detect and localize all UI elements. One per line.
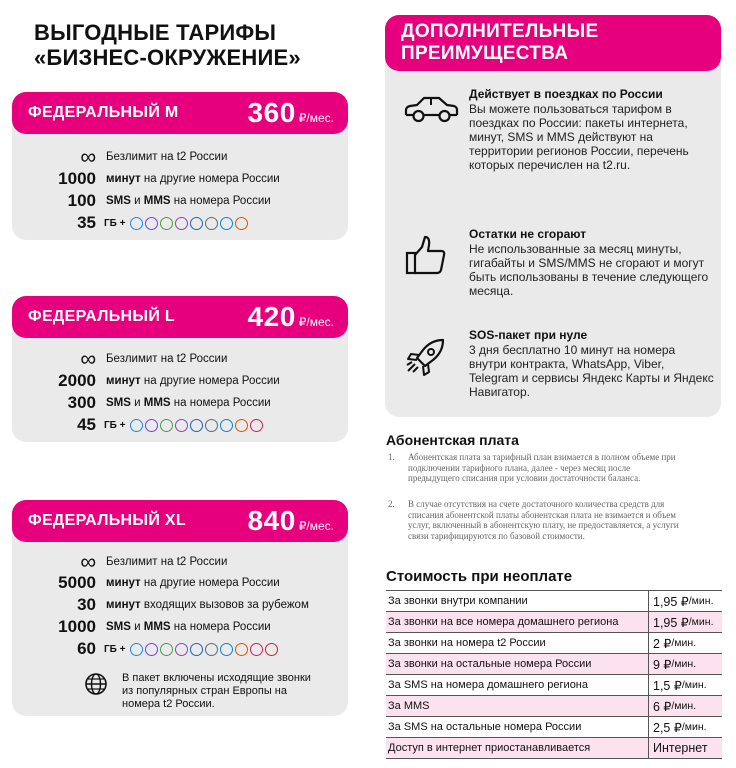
app-icon: [205, 643, 218, 656]
advantage-title: Действует в поездках по России: [469, 87, 663, 101]
tariff-name: ФЕДЕРАЛЬНЫЙ M: [28, 104, 179, 121]
table-row: [386, 675, 722, 696]
app-icon: [175, 643, 188, 656]
table-row: [386, 696, 722, 717]
infinity-icon: ∞: [80, 549, 96, 574]
unlimited-text: Безлимит на t2 России: [106, 353, 228, 365]
minutes-desc: на другие номера России: [140, 375, 280, 387]
minutes-desc: на другие номера России: [140, 173, 280, 185]
table-row: [386, 591, 722, 612]
cost-value: [648, 633, 722, 653]
sms-label: SMS: [106, 195, 131, 207]
app-icon: [205, 217, 218, 230]
page-title: [34, 20, 301, 70]
app-icon: [235, 419, 248, 432]
app-icon: [130, 643, 143, 656]
cost-label: За SMS на номера домашнего региона: [388, 679, 589, 691]
cost-unit: /мин.: [688, 595, 714, 607]
gb-row: [12, 414, 348, 436]
app-icon: [250, 643, 263, 656]
tariff-price: [248, 97, 334, 129]
cost-value: [648, 675, 722, 695]
app-icons: [104, 217, 248, 230]
cost-value: [648, 654, 722, 674]
cost-value: [648, 738, 722, 758]
price-value: 840: [247, 505, 296, 536]
cost-table: [386, 590, 722, 759]
gb-row: [12, 638, 348, 660]
app-icons: [104, 643, 278, 656]
sms-row: [12, 190, 348, 212]
fee-item-number: 1.: [388, 452, 395, 462]
roaming-desc: входящих вызовов за рубежом: [140, 599, 309, 611]
table-row: [386, 612, 722, 633]
app-icon: [220, 217, 233, 230]
sms-and: и: [130, 621, 144, 633]
europe-text: В пакет включены исходящие звонки из популярных стран Европы на номера t2 России.: [122, 672, 311, 710]
cost-value: [648, 612, 722, 632]
sms-label: SMS: [106, 621, 131, 633]
europe-note: [84, 672, 312, 711]
advantage-title: Остатки не сгорают: [469, 227, 587, 241]
mms-label: MMS: [143, 397, 171, 409]
advantage-desc: Не использованные за месяц минуты, гигабайты и SMS/MMS не сгорают и могут быть использованы в течение следующего месяца.: [469, 242, 709, 298]
sms-and: и: [130, 397, 144, 409]
table-row: [386, 717, 722, 738]
gb-value: 45: [77, 415, 96, 434]
mms-label: MMS: [143, 621, 171, 633]
minutes-value: 1000: [58, 169, 96, 188]
minutes-label: минут: [106, 173, 141, 185]
app-icon: [160, 217, 173, 230]
app-icon: [145, 643, 158, 656]
tariff-card-xl: [12, 500, 348, 716]
cost-amount: 1,5 ₽: [653, 678, 682, 693]
page-title-line1: ВЫГОДНЫЕ ТАРИФЫ: [34, 20, 277, 45]
thumbs-up-icon: [403, 233, 449, 279]
app-icon: [235, 217, 248, 230]
gb-label: ГБ +: [104, 419, 126, 431]
fee-item-text: Абонентская плата за тарифный план взимается в полном объеме при подключении тарифного плана, далее - через месяц после предыдущего списания при условии достаточности баланса.: [408, 452, 676, 483]
app-icon: [190, 419, 203, 432]
advantages-card: [385, 15, 721, 417]
app-icon: [220, 419, 233, 432]
cost-value: [648, 696, 722, 716]
unlimited-row: [12, 348, 348, 370]
cost-label: За SMS на остальные номера России: [388, 721, 582, 733]
roaming-minutes-value: 30: [77, 595, 96, 614]
price-value: 420: [247, 301, 296, 332]
cost-label: За звонки на номера t2 России: [388, 637, 546, 649]
infinity-icon: ∞: [80, 346, 96, 371]
price-value: 360: [247, 97, 296, 128]
app-icon: [145, 217, 158, 230]
app-icon: [175, 217, 188, 230]
roaming-label: минут: [106, 599, 141, 611]
cost-amount: 2,5 ₽: [653, 720, 682, 735]
tariff-card-m: [12, 92, 348, 240]
advantages-title-line2: ПРЕИМУЩЕСТВА: [401, 43, 569, 64]
tariff-name: ФЕДЕРАЛЬНЫЙ L: [28, 308, 175, 325]
cost-amount: Интернет: [653, 741, 708, 755]
tariff-header: [12, 296, 348, 338]
tariff-price: [248, 301, 334, 333]
cost-unit: /мин.: [671, 700, 697, 712]
app-icon: [160, 419, 173, 432]
minutes-desc: на другие номера России: [140, 577, 280, 589]
cost-label: За звонки внутри компании: [388, 595, 528, 607]
sms-desc: на номера России: [170, 621, 271, 633]
sms-label: SMS: [106, 397, 131, 409]
sms-row: [12, 392, 348, 414]
sms-value: 100: [67, 191, 96, 210]
minutes-value: 5000: [58, 573, 96, 592]
cost-amount: 2 ₽: [653, 636, 672, 651]
app-icon: [250, 419, 263, 432]
advantage-desc: Вы можете пользоваться тарифом в поездках по России: пакеты интернета, минут, SMS и MMS действуют на территории регионов России, перечень которых перечислен на t2.ru.: [469, 102, 689, 172]
infinity-icon: ∞: [80, 144, 96, 169]
cost-unit: /мин.: [671, 637, 697, 649]
fee-title: Абонентская плата: [386, 432, 519, 448]
app-icon: [235, 643, 248, 656]
cost-unit: /мин.: [688, 616, 714, 628]
app-icon: [175, 419, 188, 432]
cost-amount: 9 ₽: [653, 657, 672, 672]
gb-label: ГБ +: [104, 643, 126, 655]
app-icon: [205, 419, 218, 432]
cost-label: За звонки на остальные номера России: [388, 658, 592, 670]
rocket-icon: [403, 334, 449, 380]
minutes-row: [12, 370, 348, 392]
advantage-desc: 3 дня бесплатно 10 минут на номера внутри контракта, WhatsApp, Viber, Telegram и сервисы Яндекс Карты и Яндекс Навигатор.: [469, 343, 714, 399]
app-icon: [190, 643, 203, 656]
roaming-row: [12, 594, 348, 616]
minutes-label: минут: [106, 577, 141, 589]
cost-label: Доступ в интернет приостанавливается: [388, 742, 591, 754]
gb-row: [12, 212, 348, 234]
tariff-header: [12, 500, 348, 542]
gb-value: 60: [77, 639, 96, 658]
sms-desc: на номера России: [170, 195, 271, 207]
advantages-header: [385, 15, 721, 71]
unlimited-text: Безлимит на t2 России: [106, 556, 228, 568]
cost-title: Стоимость при неоплате: [386, 568, 573, 585]
app-icon: [265, 643, 278, 656]
table-row: [386, 738, 722, 759]
price-unit: ₽/мес.: [298, 111, 334, 125]
advantages-title-line1: ДОПОЛНИТЕЛЬНЫЕ: [401, 21, 599, 42]
cost-label: За MMS: [388, 700, 430, 712]
price-unit: ₽/мес.: [298, 315, 334, 329]
minutes-label: минут: [106, 375, 141, 387]
fee-item-text: В случае отсутствия на счете достаточного количества средств для списания абонентской платы абонентская плата не взимается и объем услуг, включенный в абонентскую плату, не предоставляется, а услуги связи тарифицируются по базовой стоимости.: [408, 499, 679, 541]
tariff-name: ФЕДЕРАЛЬНЫЙ XL: [28, 512, 186, 529]
cost-value: [648, 717, 722, 737]
gb-label: ГБ +: [104, 217, 126, 229]
unlimited-text: Безлимит на t2 России: [106, 151, 228, 163]
cost-unit: /мин.: [671, 658, 697, 670]
price-unit: ₽/мес.: [298, 519, 334, 533]
sms-value: 300: [67, 393, 96, 412]
advantage-title: SOS-пакет при нуле: [469, 328, 588, 342]
minutes-row: [12, 572, 348, 594]
sms-desc: на номера России: [170, 397, 271, 409]
unlimited-row: [12, 146, 348, 168]
cost-value: [648, 591, 722, 611]
cost-unit: /мин.: [681, 679, 707, 691]
app-icon: [220, 643, 233, 656]
cost-amount: 1,95 ₽: [653, 615, 689, 630]
cost-amount: 6 ₽: [653, 699, 672, 714]
fee-item-number: 2.: [388, 499, 395, 509]
minutes-row: [12, 168, 348, 190]
app-icons: [104, 419, 263, 432]
mms-label: MMS: [143, 195, 171, 207]
app-icon: [160, 643, 173, 656]
cost-label: За звонки на все номера домашнего региона: [388, 616, 619, 628]
app-icon: [130, 419, 143, 432]
fee-item: [386, 499, 686, 541]
car-icon: [403, 95, 459, 125]
tariff-price: [248, 505, 334, 537]
sms-row: [12, 616, 348, 638]
cost-amount: 1,95 ₽: [653, 594, 689, 609]
page-title-line2: «БИЗНЕС-ОКРУЖЕНИЕ»: [34, 45, 301, 70]
table-row: [386, 654, 722, 675]
fee-item: [386, 452, 686, 484]
minutes-value: 2000: [58, 371, 96, 390]
tariff-header: [12, 92, 348, 134]
cost-unit: /мин.: [681, 721, 707, 733]
table-row: [386, 633, 722, 654]
app-icon: [130, 217, 143, 230]
sms-value: 1000: [58, 617, 96, 636]
app-icon: [190, 217, 203, 230]
tariff-card-l: [12, 296, 348, 442]
app-icon: [145, 419, 158, 432]
sms-and: и: [130, 195, 144, 207]
gb-value: 35: [77, 213, 96, 232]
unlimited-row: [12, 551, 348, 573]
globe-icon: [84, 672, 108, 696]
